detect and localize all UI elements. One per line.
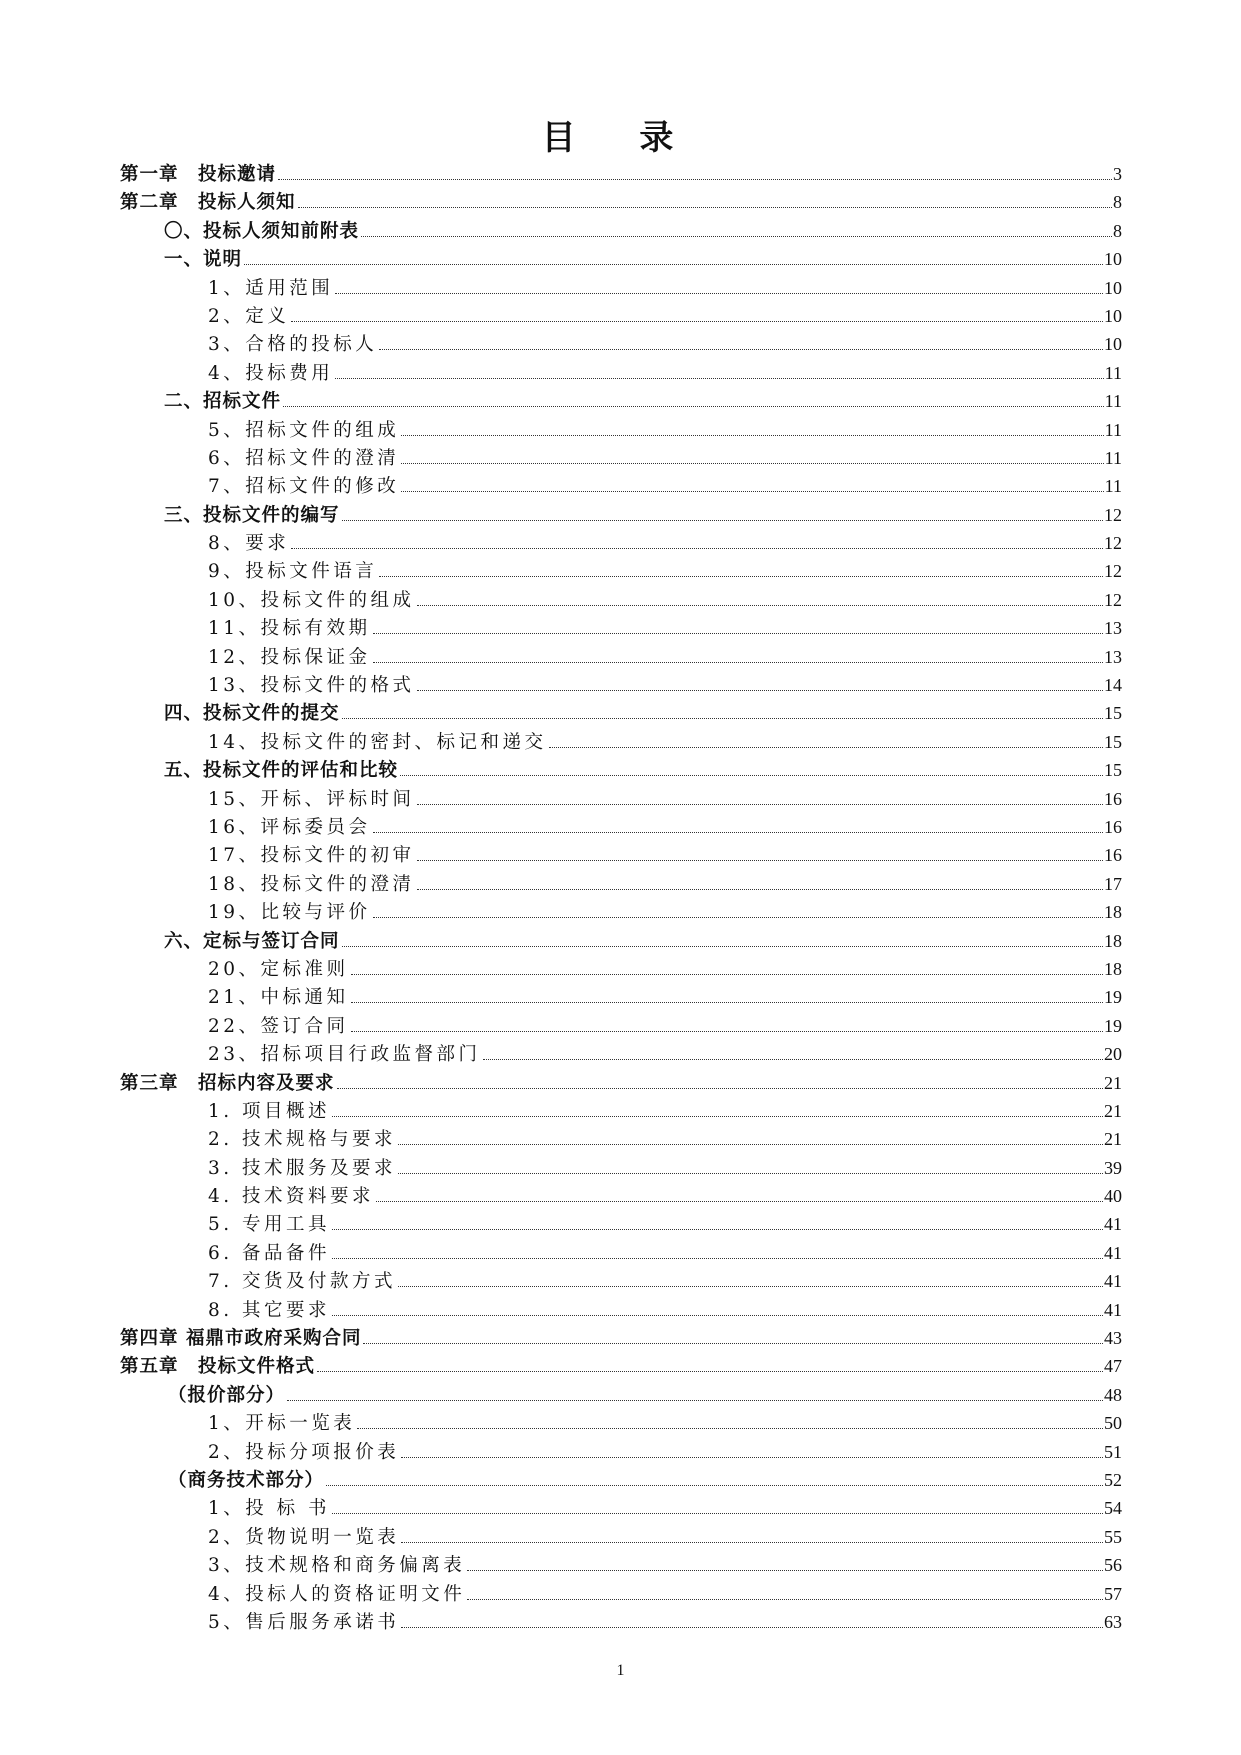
toc-entry[interactable] [120, 1324, 1122, 1352]
dot-leader [351, 974, 1103, 975]
dot-leader [332, 1315, 1103, 1316]
dot-leader [337, 1088, 1103, 1089]
toc-entry-text: 第二章 投标人须知 [120, 192, 296, 214]
toc-entry-page: 18 [1104, 902, 1122, 923]
toc-entry-page: 13 [1104, 646, 1122, 667]
toc-entry-text: 1、适用范围 [208, 277, 334, 299]
dot-leader [335, 293, 1103, 294]
toc-entry-text: 第五章 投标文件格式 [120, 1356, 316, 1378]
toc-entry[interactable] [120, 557, 1122, 585]
toc-entry-page: 12 [1104, 504, 1122, 525]
toc-entry-text: 第四章 福鼎市政府采购合同 [120, 1328, 362, 1350]
toc-entry-text: 5、售后服务承诺书 [208, 1611, 400, 1633]
toc-entry[interactable] [120, 1040, 1122, 1068]
toc-entry[interactable] [120, 1494, 1122, 1522]
dot-leader [373, 633, 1103, 634]
toc-entry-text: 三、投标文件的编写 [164, 504, 340, 526]
toc-entry-text: 五、投标文件的评估和比较 [164, 760, 399, 782]
toc-entry[interactable] [120, 217, 1122, 245]
toc-entry-text: 2. 技术规格与要求 [208, 1129, 397, 1151]
toc-entry-text: 1、开标一览表 [208, 1413, 356, 1435]
toc-entry-text: 22、签订合同 [208, 1015, 349, 1037]
dot-leader [332, 1116, 1103, 1117]
toc-entry-text: 11、投标有效期 [208, 618, 371, 640]
toc-entry-text: 18、投标文件的澄清 [208, 873, 415, 895]
toc-entry-text: 23、招标项目行政监督部门 [208, 1044, 481, 1066]
toc-entry[interactable] [120, 1409, 1122, 1437]
toc-entry[interactable] [120, 302, 1122, 330]
toc-entry[interactable] [120, 955, 1122, 983]
toc-entry[interactable] [120, 813, 1122, 841]
dot-leader [401, 1457, 1103, 1458]
toc-entry-page: 10 [1104, 305, 1122, 326]
toc-entry-page: 19 [1104, 1015, 1122, 1036]
toc-entry-text: 1、投 标 书 [208, 1498, 331, 1520]
toc-entry-page: 11 [1104, 391, 1122, 412]
toc-entry[interactable] [120, 1267, 1122, 1295]
toc-entry[interactable] [120, 245, 1122, 273]
toc-entry-page: 15 [1104, 760, 1122, 781]
dot-leader [401, 463, 1103, 464]
toc-entry[interactable] [120, 1438, 1122, 1466]
toc-entry[interactable] [120, 330, 1122, 358]
dot-leader [351, 1002, 1103, 1003]
toc-entry-text: （报价部分） [168, 1384, 286, 1406]
toc-entry-page: 63 [1104, 1611, 1122, 1632]
dot-leader [373, 662, 1103, 663]
toc-entry-text: 二、招标文件 [164, 391, 282, 413]
toc-entry-page: 10 [1104, 334, 1122, 355]
toc-entry-page: 50 [1104, 1413, 1122, 1434]
dot-leader [342, 520, 1103, 521]
dot-leader [417, 605, 1103, 606]
dot-leader [401, 491, 1103, 492]
toc-entry[interactable] [120, 359, 1122, 387]
dot-leader [379, 576, 1103, 577]
toc-entry-page: 43 [1104, 1328, 1122, 1349]
dot-leader [401, 435, 1103, 436]
toc-entry[interactable] [120, 1608, 1122, 1636]
page-number: 1 [616, 1662, 625, 1679]
dot-leader [291, 321, 1103, 322]
toc-entry-page: 16 [1104, 788, 1122, 809]
toc-entry-page: 14 [1104, 675, 1122, 696]
toc-entry-page: 8 [1113, 220, 1122, 241]
toc-entry-page: 51 [1104, 1441, 1122, 1462]
toc-entry-page: 12 [1104, 561, 1122, 582]
toc-entry-text: 7、招标文件的修改 [208, 476, 400, 498]
dot-leader [244, 264, 1103, 265]
dot-leader [376, 1201, 1103, 1202]
toc-entry[interactable] [120, 898, 1122, 926]
toc-entry-page: 52 [1104, 1469, 1122, 1490]
dot-leader [398, 1144, 1103, 1145]
toc-entry[interactable] [120, 728, 1122, 756]
toc-entry-text: 4、投标费用 [208, 362, 334, 384]
dot-leader [332, 1513, 1103, 1514]
dot-leader [398, 1173, 1103, 1174]
dot-leader [467, 1570, 1103, 1571]
toc-entry[interactable] [120, 444, 1122, 472]
toc-entry-text: 3、技术规格和商务偏离表 [208, 1555, 466, 1577]
table-of-contents [120, 160, 1122, 1636]
toc-entry-page: 47 [1104, 1356, 1122, 1377]
dot-leader [401, 1542, 1103, 1543]
dot-leader [357, 1428, 1103, 1429]
toc-entry-page: 11 [1104, 419, 1122, 440]
toc-entry[interactable] [120, 472, 1122, 500]
toc-entry-page: 40 [1104, 1186, 1122, 1207]
toc-entry-page: 19 [1104, 987, 1122, 1008]
toc-entry-text: 10、投标文件的组成 [208, 589, 415, 611]
toc-entry-page: 56 [1104, 1555, 1122, 1576]
toc-entry-text: 四、投标文件的提交 [164, 703, 340, 725]
toc-entry-text: 第三章 招标内容及要求 [120, 1072, 335, 1094]
dot-leader [379, 349, 1103, 350]
dot-leader [363, 1343, 1103, 1344]
toc-entry-text: 4、投标人的资格证明文件 [208, 1583, 466, 1605]
toc-entry-text: 第一章 投标邀请 [120, 164, 277, 185]
toc-entry-text: 7. 交货及付款方式 [208, 1271, 397, 1293]
dot-leader [332, 1258, 1103, 1259]
toc-entry-page: 57 [1104, 1583, 1122, 1604]
toc-entry-page: 54 [1104, 1498, 1122, 1519]
toc-entry-text: 2、定义 [208, 305, 290, 327]
toc-entry-text: 16、评标委员会 [208, 816, 371, 838]
toc-entry-page: 13 [1104, 618, 1122, 639]
toc-entry[interactable] [120, 1551, 1122, 1579]
toc-entry-page: 21 [1104, 1129, 1122, 1150]
toc-entry-text: 3、合格的投标人 [208, 334, 378, 356]
toc-entry-page: 41 [1104, 1271, 1122, 1292]
toc-entry-page: 41 [1104, 1242, 1122, 1263]
toc-entry-text: 13、投标文件的格式 [208, 675, 415, 697]
dot-leader [317, 1371, 1103, 1372]
toc-title: 目 录 [541, 118, 700, 158]
toc-entry-text: 6、招标文件的澄清 [208, 447, 400, 469]
toc-entry-text: 4. 技术资料要求 [208, 1186, 375, 1208]
toc-entry-text: （商务技术部分） [168, 1469, 325, 1491]
toc-entry[interactable] [120, 1069, 1122, 1097]
toc-entry-page: 16 [1104, 845, 1122, 866]
toc-entry-page: 15 [1104, 703, 1122, 724]
dot-leader [278, 179, 1112, 180]
dot-leader [291, 548, 1103, 549]
toc-entry[interactable] [120, 160, 1122, 188]
dot-leader [467, 1599, 1103, 1600]
toc-entry-page: 11 [1104, 476, 1122, 497]
toc-entry[interactable] [120, 1125, 1122, 1153]
toc-entry-text: 六、定标与签订合同 [164, 930, 340, 952]
dot-leader [373, 917, 1103, 918]
toc-entry-page: 17 [1104, 873, 1122, 894]
toc-entry-text: 19、比较与评价 [208, 902, 371, 924]
dot-leader [417, 889, 1103, 890]
toc-entry[interactable] [120, 1352, 1122, 1380]
toc-entry-text: 8. 其它要求 [208, 1299, 331, 1321]
toc-entry-text: 20、定标准则 [208, 958, 349, 980]
toc-entry[interactable] [120, 1012, 1122, 1040]
toc-entry-page: 21 [1104, 1072, 1122, 1093]
toc-entry[interactable] [120, 1580, 1122, 1608]
dot-leader [351, 1031, 1103, 1032]
toc-entry-page: 12 [1104, 589, 1122, 610]
dot-leader [335, 378, 1103, 379]
dot-leader [332, 1229, 1103, 1230]
toc-entry-page: 12 [1104, 533, 1122, 554]
toc-entry-page: 39 [1104, 1157, 1122, 1178]
toc-entry-page: 55 [1104, 1526, 1122, 1547]
toc-entry-page: 8 [1113, 192, 1122, 213]
toc-entry-text: 9、投标文件语言 [208, 561, 378, 583]
dot-leader [342, 946, 1103, 947]
toc-entry[interactable] [120, 756, 1122, 784]
toc-entry[interactable] [120, 188, 1122, 216]
toc-entry-page: 48 [1104, 1384, 1122, 1405]
toc-entry[interactable] [120, 1154, 1122, 1182]
toc-entry[interactable] [120, 699, 1122, 727]
toc-entry-text: 一、说明 [164, 249, 243, 271]
toc-entry[interactable] [120, 1523, 1122, 1551]
toc-entry[interactable] [120, 274, 1122, 302]
toc-entry-page: 18 [1104, 930, 1122, 951]
dot-leader [298, 207, 1112, 208]
toc-entry-page: 20 [1104, 1044, 1122, 1065]
dot-leader [417, 860, 1103, 861]
toc-entry-page: 11 [1104, 362, 1122, 383]
dot-leader [287, 1400, 1103, 1401]
toc-entry-page: 15 [1104, 731, 1122, 752]
dot-leader [283, 406, 1104, 407]
dot-leader [401, 1627, 1103, 1628]
dot-leader [342, 718, 1103, 719]
toc-entry[interactable] [120, 1381, 1122, 1409]
toc-entry-text: 3. 技术服务及要求 [208, 1157, 397, 1179]
toc-entry[interactable] [120, 983, 1122, 1011]
dot-leader [417, 690, 1103, 691]
toc-entry[interactable] [120, 643, 1122, 671]
dot-leader [326, 1485, 1103, 1486]
toc-entry[interactable] [120, 614, 1122, 642]
toc-entry-text: 2、投标分项报价表 [208, 1441, 400, 1463]
toc-entry-page: 41 [1104, 1214, 1122, 1235]
toc-entry[interactable] [120, 870, 1122, 898]
toc-entry-text: 5、招标文件的组成 [208, 419, 400, 441]
dot-leader [373, 832, 1103, 833]
dot-leader [398, 1286, 1103, 1287]
toc-entry[interactable] [120, 501, 1122, 529]
toc-entry[interactable] [120, 927, 1122, 955]
toc-entry-text: 15、开标、评标时间 [208, 788, 415, 810]
toc-entry[interactable] [120, 586, 1122, 614]
toc-entry-page: 41 [1104, 1299, 1122, 1320]
dot-leader [417, 804, 1103, 805]
toc-entry-text: 2、货物说明一览表 [208, 1526, 400, 1548]
dot-leader [483, 1059, 1103, 1060]
toc-entry-text: 8、要求 [208, 533, 290, 555]
toc-entry-text: 6. 备品备件 [208, 1242, 331, 1264]
toc-entry-text: 14、投标文件的密封、标记和递交 [208, 731, 547, 753]
dot-leader [549, 747, 1103, 748]
toc-entry-page: 16 [1104, 816, 1122, 837]
toc-entry[interactable] [120, 529, 1122, 557]
toc-entry-text: 5. 专用工具 [208, 1214, 331, 1236]
toc-entry[interactable] [120, 416, 1122, 444]
toc-entry-page: 3 [1113, 164, 1122, 184]
toc-entry[interactable] [120, 1239, 1122, 1267]
toc-entry[interactable] [120, 1182, 1122, 1210]
toc-entry-text: 〇、投标人须知前附表 [164, 220, 360, 242]
toc-entry-page: 18 [1104, 958, 1122, 979]
toc-entry[interactable] [120, 671, 1122, 699]
toc-entry[interactable] [120, 1097, 1122, 1125]
toc-entry-text: 1. 项目概述 [208, 1100, 331, 1122]
toc-entry[interactable] [120, 1296, 1122, 1324]
toc-entry-text: 21、中标通知 [208, 987, 349, 1009]
toc-entry-page: 21 [1104, 1100, 1122, 1121]
toc-entry[interactable] [120, 387, 1122, 415]
toc-entry[interactable] [120, 785, 1122, 813]
toc-entry-text: 17、投标文件的初审 [208, 845, 415, 867]
toc-entry[interactable] [120, 1466, 1122, 1494]
dot-leader [400, 775, 1103, 776]
toc-entry-text: 12、投标保证金 [208, 646, 371, 668]
toc-entry[interactable] [120, 1210, 1122, 1238]
toc-entry-page: 10 [1104, 249, 1122, 270]
toc-entry-page: 11 [1104, 447, 1122, 468]
dot-leader [361, 236, 1112, 237]
toc-entry[interactable] [120, 841, 1122, 869]
toc-entry-page: 10 [1104, 277, 1122, 298]
